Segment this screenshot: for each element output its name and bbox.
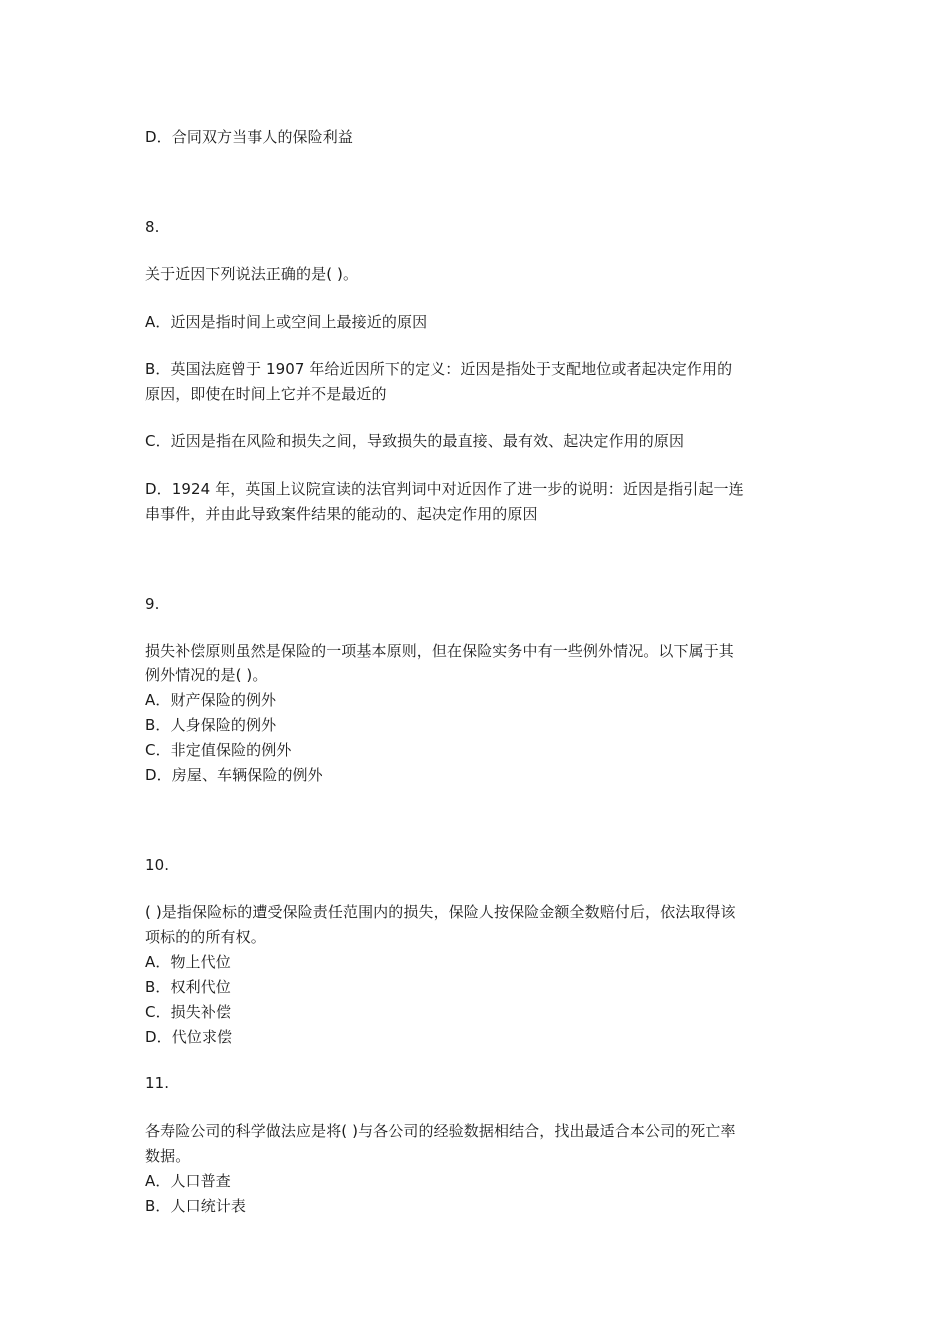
question-10-stem-line1: ( )是指保险标的遭受保险责任范围内的损失，保险人按保险金额全数赔付后，依法取得该	[145, 903, 736, 921]
question-11-number: 11.	[145, 1074, 170, 1092]
question-10-option-c: C．损失补偿	[145, 1003, 232, 1021]
question-10-option-b: B．权利代位	[145, 978, 231, 996]
question-8-option-a: A．近因是指时间上或空间上最接近的原因	[145, 313, 428, 331]
question-11-stem-line1: 各寿险公司的科学做法应是将( )与各公司的经验数据相结合，找出最适合本公司的死亡率	[145, 1122, 736, 1140]
question-8-option-d-line2: 串事件，并由此导致案件结果的能动的、起决定作用的原因	[145, 505, 538, 523]
question-9-option-c: C．非定值保险的例外	[145, 741, 292, 759]
question-10-option-d: D．代位求偿	[145, 1028, 233, 1046]
question-10-number: 10.	[145, 856, 170, 874]
question-9-option-d: D．房屋、车辆保险的例外	[145, 766, 323, 784]
question-9-stem-line2: 例外情况的是( )。	[145, 666, 268, 684]
question-8-option-d-line1: D．1924 年，英国上议院宣读的法官判词中对近因作了进一步的说明：近因是指引起一连	[145, 480, 744, 498]
question-11-option-a: A．人口普查	[145, 1172, 231, 1190]
question-10-option-a: A．物上代位	[145, 953, 231, 971]
question-8-option-c: C．近因是指在风险和损失之间，导致损失的最直接、最有效、起决定作用的原因	[145, 432, 685, 450]
question-11-option-b: B．人口统计表	[145, 1197, 246, 1215]
question-8-number: 8.	[145, 218, 160, 236]
prev-question-option-d: D．合同双方当事人的保险利益	[145, 128, 353, 146]
question-9-stem-line1: 损失补偿原则虽然是保险的一项基本原则，但在保险实务中有一些例外情况。以下属于其	[145, 642, 734, 660]
question-8-stem: 关于近因下列说法正确的是( )。	[145, 265, 359, 283]
question-10-stem-line2: 项标的的所有权。	[145, 928, 266, 946]
question-8-option-b-line2: 原因，即使在时间上它并不是最近的	[145, 385, 387, 403]
question-9-option-a: A．财产保险的例外	[145, 691, 277, 709]
question-8-option-b-line1: B．英国法庭曾于 1907 年给近因所下的定义：近因是指处于支配地位或者起决定作用的	[145, 360, 733, 378]
question-9-number: 9.	[145, 595, 160, 613]
question-11-stem-line2: 数据。	[145, 1147, 191, 1165]
question-9-option-b: B．人身保险的例外	[145, 716, 277, 734]
